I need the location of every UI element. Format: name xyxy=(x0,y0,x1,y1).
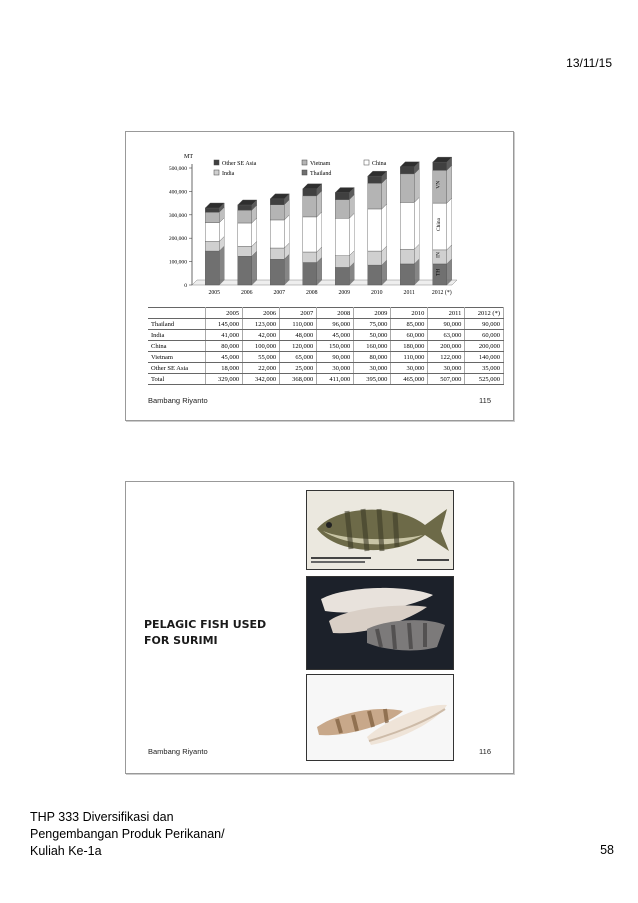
bar-segment xyxy=(205,208,219,212)
bar-segment xyxy=(205,212,219,223)
y-tick-label: 500,000 xyxy=(168,166,187,172)
table-cell: 25,000 xyxy=(280,363,317,374)
slide-title: PELAGIC FISH USED FOR SURIMI xyxy=(144,618,267,647)
legend-swatch xyxy=(364,160,369,165)
table-cell: 395,000 xyxy=(354,374,391,385)
bar-segment xyxy=(303,263,317,285)
bar-segment xyxy=(205,241,219,251)
table-cell: 122,000 xyxy=(428,352,465,363)
table-cell: 110,000 xyxy=(391,352,428,363)
table-row xyxy=(148,319,504,330)
table-cell: 30,000 xyxy=(317,363,354,374)
table-cell: 123,000 xyxy=(243,319,280,330)
bar-segment xyxy=(335,200,349,219)
table-cell: 50,000 xyxy=(354,330,391,341)
bar-inner-label: TH xyxy=(435,268,442,277)
bar-segment xyxy=(400,264,414,285)
table-header-year: 2009 xyxy=(354,308,391,319)
footer-line-2: Pengembangan Produk Perikanan/ xyxy=(30,827,225,841)
bar-segment xyxy=(303,189,317,196)
table-cell: 120,000 xyxy=(280,341,317,352)
x-tick-label: 2008 xyxy=(305,290,318,296)
row-label: Total xyxy=(148,374,206,385)
y-tick-label: 400,000 xyxy=(168,189,187,196)
legend-swatch xyxy=(302,170,307,175)
table-cell: 55,000 xyxy=(243,352,280,363)
bar-side xyxy=(414,197,419,249)
bar-side xyxy=(252,251,257,285)
bar-segment xyxy=(335,193,349,200)
row-label: Other SE Asia xyxy=(148,363,206,374)
course-footer xyxy=(30,809,225,860)
table-row xyxy=(148,330,504,341)
legend-swatch xyxy=(302,160,307,165)
legend-label: Other SE Asia xyxy=(222,161,257,167)
bar-inner-label: VN xyxy=(435,180,442,189)
table-cell: 329,000 xyxy=(206,374,243,385)
table-cell: 41,000 xyxy=(206,330,243,341)
table-header-year: 2005 xyxy=(206,308,243,319)
table-cell: 30,000 xyxy=(354,363,391,374)
legend-label: China xyxy=(372,161,387,167)
table-cell: 30,000 xyxy=(391,363,428,374)
table-cell: 465,000 xyxy=(391,374,428,385)
table-cell: 75,000 xyxy=(354,319,391,330)
table-cell: 63,000 xyxy=(428,330,465,341)
x-tick-label: 2010 xyxy=(370,290,383,296)
table-row xyxy=(148,363,504,374)
y-tick-label: 200,000 xyxy=(168,236,187,243)
bar-segment xyxy=(335,218,349,255)
header-date: 13/11/15 xyxy=(566,56,612,70)
legend-label: India xyxy=(222,171,235,177)
legend-label: Thailand xyxy=(310,171,332,177)
table-header-year: 2007 xyxy=(280,308,317,319)
bar-side xyxy=(382,204,387,251)
bar-segment xyxy=(368,183,382,209)
table-cell: 30,000 xyxy=(428,363,465,374)
bar-side xyxy=(219,246,224,285)
table-cell: 90,000 xyxy=(465,319,504,330)
footer-line-1: THP 333 Diversifikasi dan xyxy=(30,810,174,824)
table-cell: 525,000 xyxy=(465,374,504,385)
slide-author: Bambang Riyanto xyxy=(148,747,208,756)
bar-segment xyxy=(238,210,252,223)
bar-segment xyxy=(270,220,284,248)
legend-swatch xyxy=(214,160,219,165)
bar-side xyxy=(284,254,289,285)
table-cell: 65,000 xyxy=(280,352,317,363)
row-label: China xyxy=(148,341,206,352)
table-cell: 96,000 xyxy=(317,319,354,330)
table-cell: 90,000 xyxy=(428,319,465,330)
y-tick-label: 300,000 xyxy=(168,212,187,219)
table-cell: 60,000 xyxy=(465,330,504,341)
table-header-year: 2010 xyxy=(391,308,428,319)
bar-segment xyxy=(303,196,317,217)
x-tick-label: 2009 xyxy=(338,290,351,296)
row-label: Vietnam xyxy=(148,352,206,363)
stacked-bar-chart xyxy=(126,132,513,307)
bar-segment xyxy=(400,167,414,174)
whole-fish-photo xyxy=(306,490,454,570)
table-row xyxy=(148,374,504,385)
x-tick-label: 2011 xyxy=(403,290,415,296)
table-header-corner xyxy=(148,308,206,319)
bar-segment xyxy=(335,256,349,268)
bar-inner-label: IN xyxy=(435,252,442,258)
table-cell: 200,000 xyxy=(465,341,504,352)
row-label: Thailand xyxy=(148,319,206,330)
bar-segment xyxy=(368,251,382,265)
table-cell: 110,000 xyxy=(280,319,317,330)
footer-line-3: Kuliah Ke-1a xyxy=(30,844,102,858)
bar-segment xyxy=(270,199,284,205)
page-number: 58 xyxy=(600,843,614,857)
bar-inner-label: China xyxy=(435,217,442,232)
bar-segment xyxy=(205,223,219,242)
table-cell: 140,000 xyxy=(465,352,504,363)
table-cell: 18,000 xyxy=(206,363,243,374)
bar-side xyxy=(447,198,452,250)
bar-side xyxy=(284,215,289,248)
fillets-on-white-photo xyxy=(306,674,454,761)
table-cell: 150,000 xyxy=(317,341,354,352)
bar-side xyxy=(414,169,419,203)
table-cell: 80,000 xyxy=(206,341,243,352)
table-row xyxy=(148,352,504,363)
slide-115 xyxy=(125,131,514,421)
legend-label: Vietnam xyxy=(310,161,331,167)
table-row xyxy=(148,341,504,352)
x-tick-label: 2007 xyxy=(273,290,286,296)
bar-segment xyxy=(335,267,349,285)
slide-page-number: 116 xyxy=(479,747,491,756)
table-cell: 200,000 xyxy=(428,341,465,352)
bar-segment xyxy=(238,223,252,246)
bar-segment xyxy=(368,176,382,183)
table-cell: 507,000 xyxy=(428,374,465,385)
table-cell: 60,000 xyxy=(391,330,428,341)
bar-segment xyxy=(205,251,219,285)
y-tick-label: 100,000 xyxy=(168,259,187,266)
table-cell: 180,000 xyxy=(391,341,428,352)
bar-segment xyxy=(433,162,447,170)
bar-side xyxy=(317,212,322,252)
bar-segment xyxy=(238,246,252,256)
bar-segment xyxy=(303,217,317,252)
table-cell: 342,000 xyxy=(243,374,280,385)
bar-segment xyxy=(270,259,284,285)
slide-page-number: 115 xyxy=(479,396,491,405)
bar-segment xyxy=(270,248,284,259)
bar-segment xyxy=(368,265,382,285)
slide-116 xyxy=(125,481,514,774)
bar-side xyxy=(382,178,387,209)
bar-segment xyxy=(400,249,414,264)
slide-author: Bambang Riyanto xyxy=(148,396,208,405)
x-tick-label: 2006 xyxy=(240,290,253,296)
table-cell: 160,000 xyxy=(354,341,391,352)
fillets-on-dark-photo xyxy=(306,576,454,670)
table-cell: 45,000 xyxy=(206,352,243,363)
x-tick-label: 2005 xyxy=(208,290,221,296)
x-tick-label: 2012 (*) xyxy=(431,290,452,296)
table-cell: 42,000 xyxy=(243,330,280,341)
bar-segment xyxy=(238,256,252,285)
table-cell: 100,000 xyxy=(243,341,280,352)
table-cell: 368,000 xyxy=(280,374,317,385)
bar-side xyxy=(447,165,452,203)
table-cell: 411,000 xyxy=(317,374,354,385)
table-header-year: 2006 xyxy=(243,308,280,319)
table-header-year: 2012 (*) xyxy=(465,308,504,319)
row-label: India xyxy=(148,330,206,341)
bar-segment xyxy=(400,174,414,203)
y-axis-label: MT xyxy=(184,154,193,160)
table-header-year: 2008 xyxy=(317,308,354,319)
table-cell: 90,000 xyxy=(317,352,354,363)
bar-segment xyxy=(368,209,382,251)
table-cell: 85,000 xyxy=(391,319,428,330)
table-header-year: 2011 xyxy=(428,308,465,319)
table-cell: 35,000 xyxy=(465,363,504,374)
table-cell: 48,000 xyxy=(280,330,317,341)
bar-side xyxy=(349,213,354,255)
y-tick-label: 0 xyxy=(184,283,187,289)
bar-segment xyxy=(303,252,317,263)
bar-segment xyxy=(238,205,252,210)
table-cell: 45,000 xyxy=(317,330,354,341)
bar-segment xyxy=(400,202,414,249)
production-table xyxy=(148,307,504,385)
legend-swatch xyxy=(214,170,219,175)
bar-segment xyxy=(270,205,284,220)
table-cell: 145,000 xyxy=(206,319,243,330)
table-cell: 22,000 xyxy=(243,363,280,374)
table-cell: 80,000 xyxy=(354,352,391,363)
